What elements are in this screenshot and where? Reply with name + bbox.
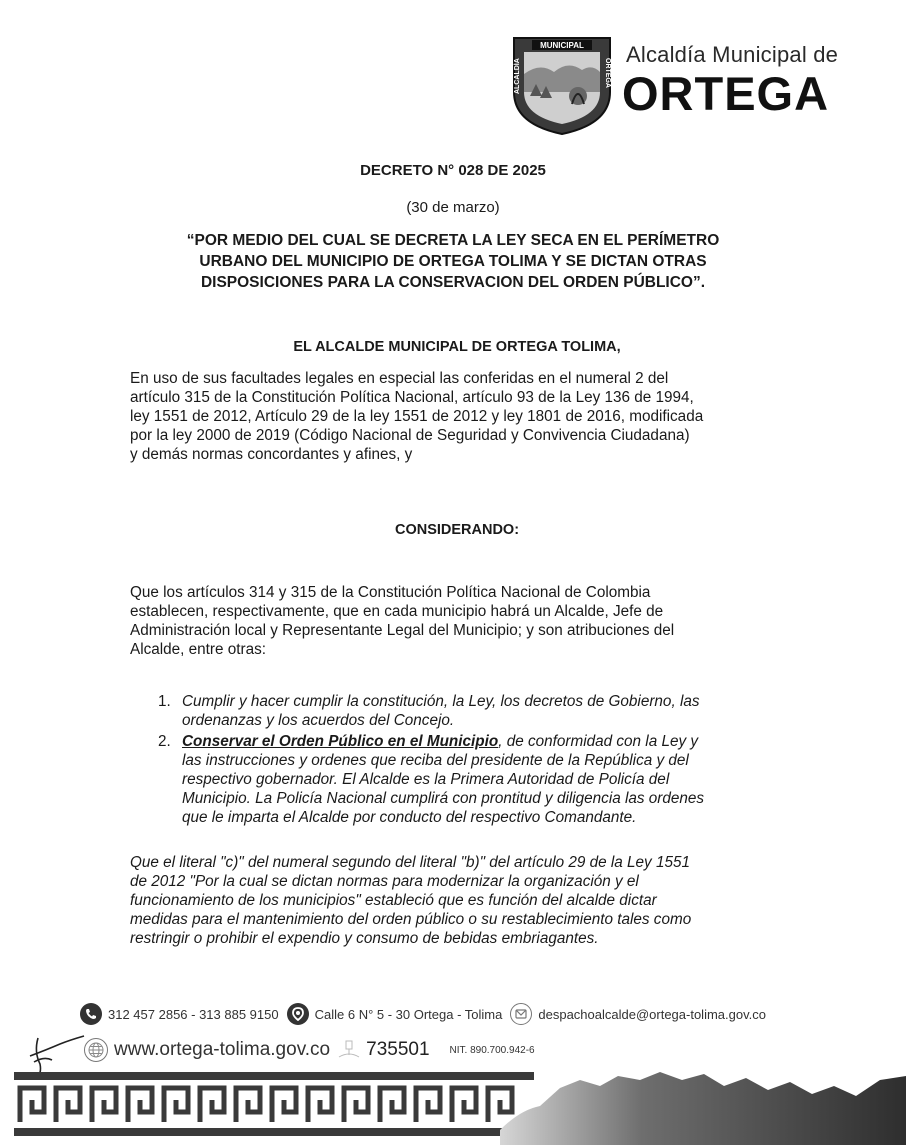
facultades-paragraph xyxy=(130,369,784,464)
paragraph-line: funcionamiento de los municipios" estableció que es función del alcalde dictar xyxy=(130,892,657,909)
decree-title: DECRETO N° 028 DE 2025 xyxy=(360,162,546,179)
footer-web-row xyxy=(84,1038,535,1062)
seal-text-left: ALCALDÍA xyxy=(514,58,521,94)
heading-line: URBANO DEL MUNICIPIO DE ORTEGA TOLIMA Y SE DICTAN OTRAS xyxy=(199,253,707,270)
globe-icon xyxy=(84,1038,108,1062)
footer-postal-code: 735501 xyxy=(366,1039,430,1060)
heading-line: “POR MEDIO DEL CUAL SE DECRETA LA LEY SECA EN EL PERÍMETRO xyxy=(186,232,720,249)
list-number: 1. xyxy=(158,693,171,710)
list-line: las instrucciones y ordenes que reciba del presidente de la República y del xyxy=(182,752,689,769)
paragraph-line: Administración local y Representante Legal del Municipio; y son atribuciones del xyxy=(130,622,675,639)
brand-title: ORTEGA xyxy=(622,67,830,120)
footer-address: Calle 6 N° 5 - 30 Ortega - Tolima xyxy=(314,1006,503,1022)
list-line: respectivo gobernador. El Alcalde es la Primera Autoridad de Policía del xyxy=(182,771,670,788)
paragraph-line: En uso de sus facultades legales en especial las conferidas en el numeral 2 del xyxy=(130,370,669,387)
brand-subtitle: Alcaldía Municipal de xyxy=(626,42,839,67)
footer-phone: 312 457 2856 - 313 885 9150 xyxy=(108,1006,279,1022)
alcalde-heading: EL ALCALDE MUNICIPAL DE ORTEGA TOLIMA, xyxy=(293,339,621,355)
paragraph-line: de 2012 "Por la cual se dictan normas para modernizar la organización y el xyxy=(130,873,639,890)
list-item xyxy=(158,692,784,730)
paragraph-line: y demás normas concordantes y afines, y xyxy=(130,446,413,463)
paragraph-line: ley 1551 de 2012, Artículo 29 de la ley 1551 de 2012 y ley 1801 de 2016, modificada xyxy=(130,408,704,425)
decree-heading xyxy=(0,230,906,293)
list-number: 2. xyxy=(158,733,171,750)
list-line: ordenanzas y los acuerdos del Concejo. xyxy=(182,712,455,729)
list-item xyxy=(158,732,784,827)
mountain-silhouette xyxy=(500,1050,906,1145)
paragraph-line: establecen, respectivamente, que en cada municipio habrá un Alcalde, Jefe de xyxy=(130,603,664,620)
footer-email[interactable]: despachoalcalde@ortega-tolima.gov.co xyxy=(538,1006,766,1022)
decree-date: (30 de marzo) xyxy=(406,199,500,216)
list-lead-underlined: Conservar el Orden Público en el Municipio xyxy=(182,733,499,750)
paragraph-line: Que los artículos 314 y 315 de la Constitución Política Nacional de Colombia xyxy=(130,584,651,601)
considerando-paragraph-1 xyxy=(130,583,784,659)
footer-contact-row xyxy=(80,1003,774,1025)
seal-text-right: ORTEGA xyxy=(604,58,611,88)
location-icon xyxy=(287,1003,309,1025)
paragraph-line: medidas para el mantenimiento del orden público o su restablecimiento tales como xyxy=(130,911,692,928)
list-line-first xyxy=(182,732,784,751)
seal-text-top: MUNICIPAL xyxy=(540,41,584,50)
paragraph-line: Alcalde, entre otras: xyxy=(130,641,267,658)
list-line: Cumplir y hacer cumplir la constitución, la Ley, los decretos de Gobierno, las xyxy=(182,693,700,710)
email-icon xyxy=(510,1003,532,1025)
list-lead-rest: , de conformidad con la Ley y xyxy=(498,733,699,750)
postal-icon xyxy=(336,1039,362,1061)
footer-website[interactable]: www.ortega-tolima.gov.co xyxy=(114,1039,331,1060)
greek-key-border xyxy=(14,1072,534,1136)
municipal-seal-logo xyxy=(510,34,614,136)
list-line: que le imparta el Alcalde por conducto del respectivo Comandante. xyxy=(182,809,637,826)
considerando-heading: CONSIDERANDO: xyxy=(394,522,520,538)
footer-nit: NIT. 890.700.942-6 xyxy=(449,1044,535,1056)
phone-icon xyxy=(80,1003,102,1025)
paragraph-line: por la ley 2000 de 2019 (Código Nacional de Seguridad y Convivencia Ciudadana) xyxy=(130,427,690,444)
list-line: Municipio. La Policía Nacional cumplirá con prontitud y diligencia las ordenes xyxy=(182,790,705,807)
paragraph-line: artículo 315 de la Constitución Política Nacional, artículo 93 de la Ley 136 de 1994, xyxy=(130,389,694,406)
paragraph-line: Que el literal "c)" del numeral segundo del literal "b)" del artículo 29 de la Ley 1551 xyxy=(130,854,690,871)
heading-line: DISPOSICIONES PARA LA CONSERVACION DEL ORDEN PÚBLICO”. xyxy=(200,274,706,291)
considerando-paragraph-2 xyxy=(130,853,784,948)
paragraph-line: restringir o prohibir el expendio y consumo de bebidas embriagantes. xyxy=(130,930,599,947)
